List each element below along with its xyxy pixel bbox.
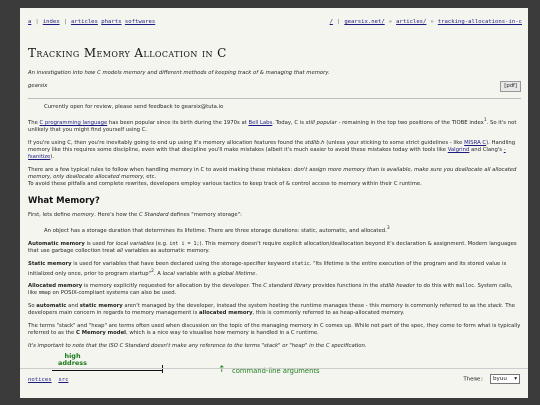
misra-c-link[interactable]: MISRA C [464, 139, 487, 146]
breadcrumb: / | gearsix.net/ » articles/ » tracking-allocations-in-c [329, 19, 522, 25]
nav-index-link[interactable]: index [42, 19, 60, 25]
breadcrumb-site-link[interactable]: gearsix.net/ [344, 19, 385, 25]
paragraph-static: Static memory is used for variables that have been declared using the storage-specifier keyword static. "Its lifetime is the entire execution of the program and its stored value is initialized only once, prior to program startup"$^2$. A local variable with a global lifetime. [28, 260, 507, 277]
theme-select[interactable]: byuu ▾ [490, 374, 520, 384]
footer [20, 365, 528, 398]
section-heading: What Memory? [28, 195, 100, 206]
nav-articles-link[interactable]: articles [70, 19, 98, 25]
theme-label: Theme: [463, 376, 484, 383]
footer-src-link[interactable]: src [58, 377, 69, 383]
paragraph-automatic: Automatic memory is used for local variables (e.g. int i = 1;). This memory doesn't require explicit allocation/deallocation beyond it's declaration & assignment. Modern languages that use garbage collection treat all variables as automatic memory. [28, 240, 517, 254]
diagram-cmd-args-label: command-line arguments [232, 367, 320, 376]
top-nav: a | index | articles pharts softwares / | gearsix.net/ » articles/ » tracking-allocations-in-c [28, 19, 522, 25]
page [20, 8, 528, 398]
fsanitize-link[interactable]: -fsanitize [28, 146, 506, 160]
paragraph-stack: So automatic and static memory aren't managed by the developer, instead the system hosting the runtime manages these - this memory is commonly referred to as the stack. The developers main concern in regards to memory management is allocated memory, this is commonly referred to as heap-allocated memory. [28, 303, 516, 317]
up-arrow-icon: ↑ [218, 365, 226, 376]
c-language-link[interactable]: C programming language [39, 119, 108, 126]
footnote-ref[interactable]: 2 [151, 268, 154, 274]
article-subtitle: An investigation into how C models memory and different methods of keeping track of & managing that memory. [28, 70, 330, 76]
author-name: gearsix [28, 83, 48, 89]
pdf-button[interactable]: [pdf] [500, 81, 521, 92]
blockquote: An object has a storage duration that determines its lifetime. There are three storage durations: static, automatic, and allocated.$^3$ [44, 225, 390, 234]
footnote-ref[interactable]: 3 [386, 225, 390, 231]
nav-pharts-link[interactable]: pharts [101, 19, 122, 25]
author-row [28, 81, 521, 93]
footnote-ref[interactable]: 1 [483, 118, 487, 123]
nav-softwares-link[interactable]: softwares [124, 19, 156, 25]
footer-notices-link[interactable]: notices [28, 377, 52, 383]
paragraph-memory-model: The terms "stack" and "heap" are terms often used when discussion on the topic of the managing memory in C comes up. While not part of the spec, they come to form what is typically referred to as the C Memory model, which is a nice way to visualise how memory is handled in a C runtime. [28, 323, 521, 337]
paragraph-allocated: Allocated memory is memory explicitly requested for allocation by the developer. The C standard library provides functions in the stdlib header to do this with malloc. System calls, like mmap on POSIX-compliant systems can also be used. [28, 283, 513, 297]
breadcrumb-root-link[interactable]: / [329, 19, 333, 25]
bell-labs-link[interactable]: Bell Labs [248, 119, 273, 126]
divider [28, 98, 521, 99]
paragraph-rules: There are a few typical rules to follow when handling memory in C to avoid making these mistakes: don't assign more memory than is available, make sure you deallocate all allocated memory, only deallocate allocated memory, etc. To avoid these pitfalls and complete rewrites, developers employ various tactics to keep track of & control access to memory within their C runtime. [28, 166, 517, 187]
nav-home-link[interactable]: a [28, 19, 32, 25]
paragraph-intro: The C programming language has been popular since its birth during the 1970s at Bell Labs. Today, C is still popular - remaining in the top two positions of the TIOBE index$^1$. So it's not unlikely that you might find yourself using C. [28, 118, 517, 133]
valgrind-link[interactable]: Valgrind [447, 146, 470, 153]
page-title: Tracking Memory Allocation in C [28, 46, 227, 60]
paragraph-define-memory: First, lets define memory. Here's how the C Standard defines "memory storage": [28, 211, 242, 218]
breadcrumb-current-link[interactable]: tracking-allocations-in-c [437, 19, 522, 25]
review-note: Currently open for review, please send feedback to gearsix@tuta.io [44, 104, 224, 110]
paragraph-note: It's important to note that the ISO C Standard doesn't make any reference to the terms "stack" or "heap" in the C specification. [28, 343, 367, 350]
breadcrumb-articles-link[interactable]: articles/ [396, 19, 427, 25]
article [28, 46, 521, 377]
diagram-high-address-label: high address [58, 352, 88, 368]
paragraph-stdlib: If you're using C, then you're inevitably going to end up using it's memory allocation features found the stdlib.h (unless your sticking to some strict guidelines - like MISRA C). Handling memory like this requires some discipline, even with that discipline you'll make mistakes (albeit it's much easier to avoid these mistakes today with tools like Valgrind and Clang's -fsanitize). [28, 139, 516, 160]
chevron-down-icon: ▾ [514, 376, 517, 382]
